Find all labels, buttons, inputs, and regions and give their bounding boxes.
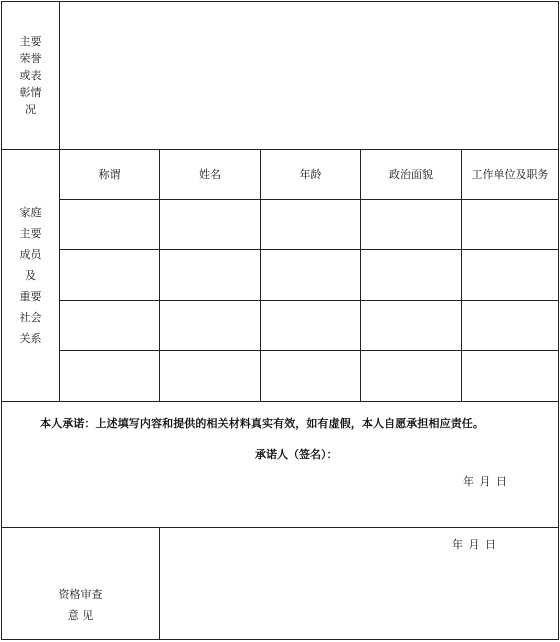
age-cell[interactable] xyxy=(261,250,361,301)
relation-cell[interactable] xyxy=(60,351,160,402)
employer-position-cell[interactable] xyxy=(462,351,559,402)
relation-cell[interactable] xyxy=(60,200,160,250)
employer-position-cell[interactable] xyxy=(462,250,559,301)
political-status-cell[interactable] xyxy=(361,301,462,351)
family-label-line: 社会 xyxy=(19,311,42,324)
promise-statement: 本人承诺：上述填写内容和提供的相关材料真实有效，如有虚假，本人自愿承担相应责任。 xyxy=(40,417,484,430)
family-label xyxy=(2,150,60,402)
review-opinion-field[interactable] xyxy=(160,528,559,640)
family-label-line: 关系 xyxy=(19,332,42,345)
age-cell[interactable] xyxy=(261,301,361,351)
review-date: 年 月 日 xyxy=(452,538,496,551)
awards-label-line: 况 xyxy=(25,103,36,116)
relation-cell[interactable] xyxy=(60,301,160,351)
awards-label-line: 彰情 xyxy=(19,86,42,99)
name-cell[interactable] xyxy=(160,250,261,301)
awards-content-field[interactable] xyxy=(60,2,559,150)
awards-label-line: 主要 xyxy=(19,35,42,48)
promise-date: 年 月 日 xyxy=(463,475,507,488)
awards-row xyxy=(2,2,559,150)
political-status-cell[interactable] xyxy=(361,200,462,250)
family-label-line: 家庭 xyxy=(19,206,42,219)
review-label xyxy=(2,528,160,640)
family-header-row xyxy=(2,150,559,200)
review-label-line: 意 见 xyxy=(67,608,94,622)
table-row xyxy=(2,351,559,402)
name-cell[interactable] xyxy=(160,200,261,250)
registration-form-table xyxy=(1,1,559,640)
table-row xyxy=(2,200,559,250)
review-row xyxy=(2,528,559,640)
awards-label-line: 荣誉 xyxy=(19,52,42,65)
awards-label-line: 或表 xyxy=(19,69,42,82)
name-cell[interactable] xyxy=(160,351,261,402)
column-header-age: 年龄 xyxy=(261,150,361,200)
political-status-cell[interactable] xyxy=(361,250,462,301)
employer-position-cell[interactable] xyxy=(462,301,559,351)
family-label-line: 及 xyxy=(25,269,36,282)
family-label-line: 成员 xyxy=(19,248,42,261)
employer-position-cell[interactable] xyxy=(462,200,559,250)
table-row xyxy=(2,250,559,301)
family-label-line: 主要 xyxy=(19,227,42,240)
political-status-cell[interactable] xyxy=(361,351,462,402)
table-row xyxy=(2,301,559,351)
age-cell[interactable] xyxy=(261,200,361,250)
column-header-political-status: 政治面貌 xyxy=(361,150,462,200)
awards-label xyxy=(2,2,60,150)
column-header-employer-position: 工作单位及职务 xyxy=(462,150,559,200)
promise-row xyxy=(2,402,559,528)
age-cell[interactable] xyxy=(261,351,361,402)
family-label-line: 重要 xyxy=(19,290,42,303)
column-header-relation: 称谓 xyxy=(60,150,160,200)
name-cell[interactable] xyxy=(160,301,261,351)
column-header-name: 姓名 xyxy=(160,150,261,200)
signature-label: 承诺人（签名）： xyxy=(255,448,338,461)
relation-cell[interactable] xyxy=(60,250,160,301)
review-label-line: 资格审查 xyxy=(58,587,103,601)
promise-section xyxy=(2,402,559,528)
